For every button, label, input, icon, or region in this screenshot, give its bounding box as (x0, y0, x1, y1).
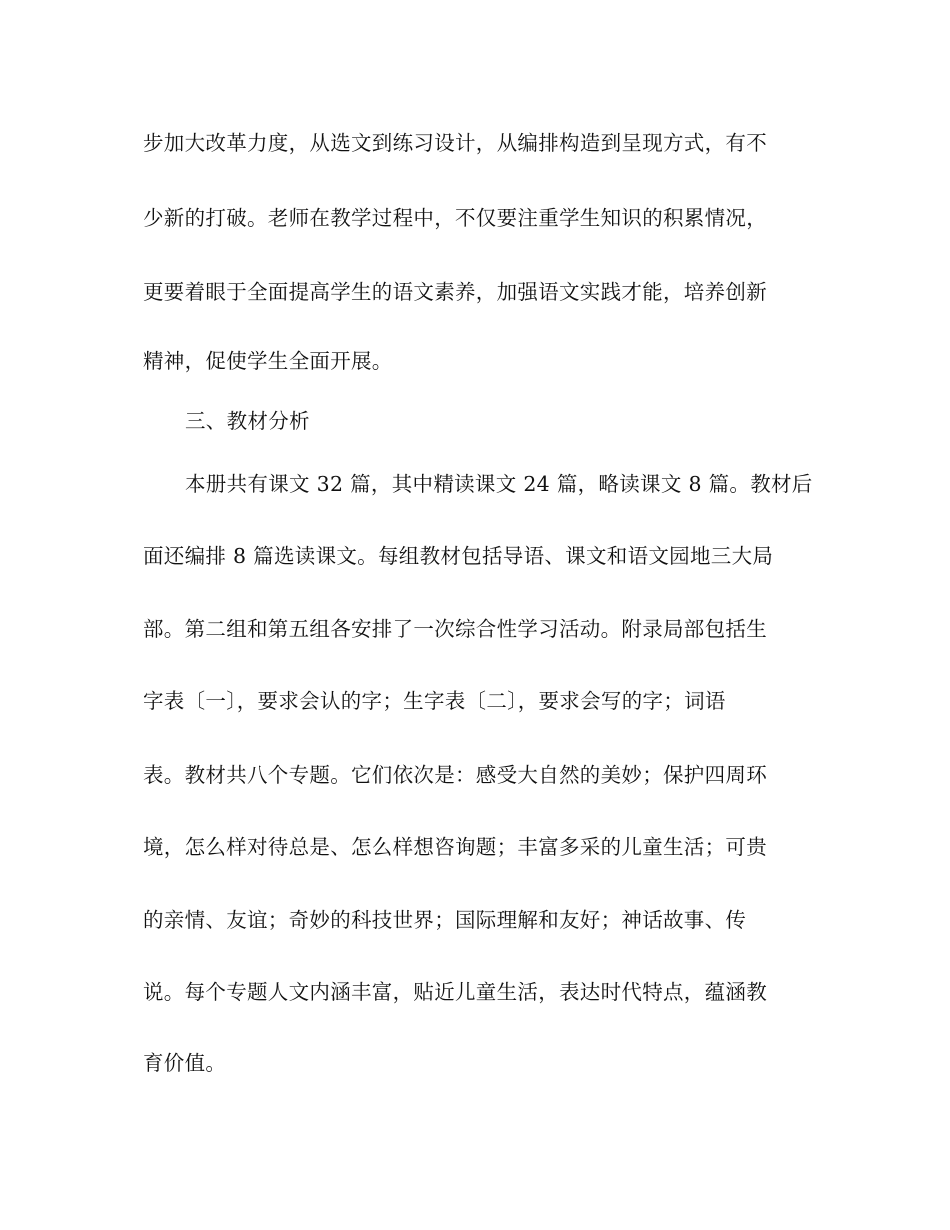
section-heading: 三、教材分析 (185, 409, 310, 433)
paragraph-line: 的亲情、友谊；奇妙的科技世界；国际理解和友好；神话故事、传 (143, 908, 747, 932)
paragraph-line: 表。教材共八个专题。它们依次是：感受大自然的美妙；保护四周环 (143, 763, 767, 787)
paragraph-line: 更要着眼于全面提高学生的语文素养，加强语文实践才能，培养创新 (143, 280, 767, 304)
paragraph-line: 面还编排 8 篇选读课文。每组教材包括导语、课文和语文园地三大局 (143, 544, 774, 568)
paragraph-line: 少新的打破。老师在教学过程中，不仅要注重学生知识的积累情况， (143, 206, 767, 230)
paragraph-line: 本册共有课文 32 篇，其中精读课文 24 篇，略读课文 8 篇。教材后 (185, 472, 813, 496)
paragraph-line: 步加大改革力度，从选文到练习设计，从编排构造到呈现方式，有不 (143, 131, 767, 155)
paragraph-line: 部。第二组和第五组各安排了一次综合性学习活动。附录局部包括生 (143, 617, 767, 641)
paragraph-line: 育价值。 (143, 1051, 227, 1075)
paragraph-line: 字表〔一〕，要求会认的字；生字表〔二〕，要求会写的字；词语 (143, 689, 726, 713)
paragraph-line: 说。每个专题人文内涵丰富，贴近儿童生活，表达时代特点，蕴涵教 (143, 980, 767, 1004)
paragraph-line: 精神，促使学生全面开展。 (143, 349, 393, 373)
paragraph-line: 境，怎么样对待总是、怎么样想咨询题；丰富多采的儿童生活；可贵 (143, 835, 767, 859)
